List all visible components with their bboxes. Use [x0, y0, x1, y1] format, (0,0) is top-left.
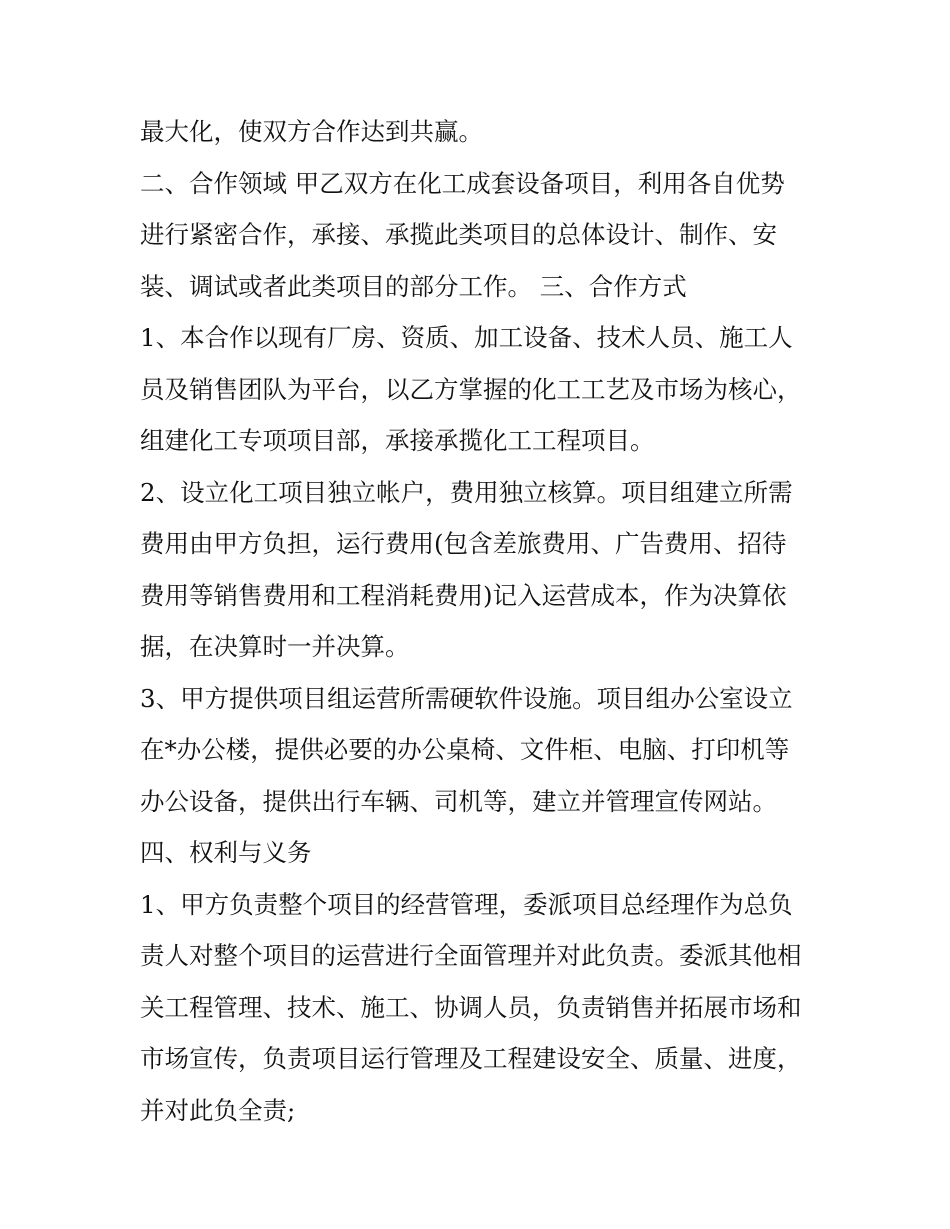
text-line: 1、甲方负责整个项目的经营管理，委派项目总经理作为总负	[140, 889, 793, 919]
text-line: 最大化，使双方合作达到共赢。	[140, 117, 483, 146]
text-line: 装、调试或者此类项目的部分工作。 三、合作方式	[140, 271, 687, 301]
text-line: 2、设立化工项目独立帐户，费用独立核算。项目组建立所需	[140, 477, 793, 507]
text-line: 员及销售团队为平台，以乙方掌握的化工工艺及市场为核心，	[140, 374, 802, 404]
text-line: 费用由甲方负担，运行费用(包含差旅费用、广告费用、招待	[140, 529, 787, 558]
text-line: 并对此负全责;	[140, 1095, 296, 1125]
text-line: 费用等销售费用和工程消耗费用)记入运营成本，作为决算依	[140, 580, 787, 610]
text-line: 1、本合作以现有厂房、资质、加工设备、技术人员、施工人	[140, 323, 793, 352]
text-line: 据，在决算时一并决算。	[140, 632, 410, 661]
text-line: 3、甲方提供项目组运营所需硬软件设施。项目组办公室设立	[140, 683, 793, 713]
text-line: 二、合作领域 甲乙双方在化工成套设备项目，利用各自优势	[140, 168, 785, 198]
text-line: 进行紧密合作，承接、承揽此类项目的总体设计、制作、安	[140, 220, 777, 249]
text-line: 在*办公楼，提供必要的办公桌椅、文件柜、电脑、打印机等	[140, 735, 790, 764]
text-line: 关工程管理、技术、施工、协调人员，负责销售并拓展市场和	[140, 992, 802, 1022]
document-body	[140, 106, 820, 1136]
text-line: 市场宣传，负责项目运行管理及工程建设安全、质量、进度，	[140, 1044, 802, 1073]
text-line: 责人对整个项目的运营进行全面管理并对此负责。委派其他相	[140, 941, 802, 970]
text-line: 组建化工专项项目部，承接承揽化工工程项目。	[140, 426, 655, 455]
text-line: 四、权利与义务	[140, 838, 312, 867]
text-line: 办公设备，提供出行车辆、司机等，建立并管理宣传网站。	[140, 786, 777, 816]
